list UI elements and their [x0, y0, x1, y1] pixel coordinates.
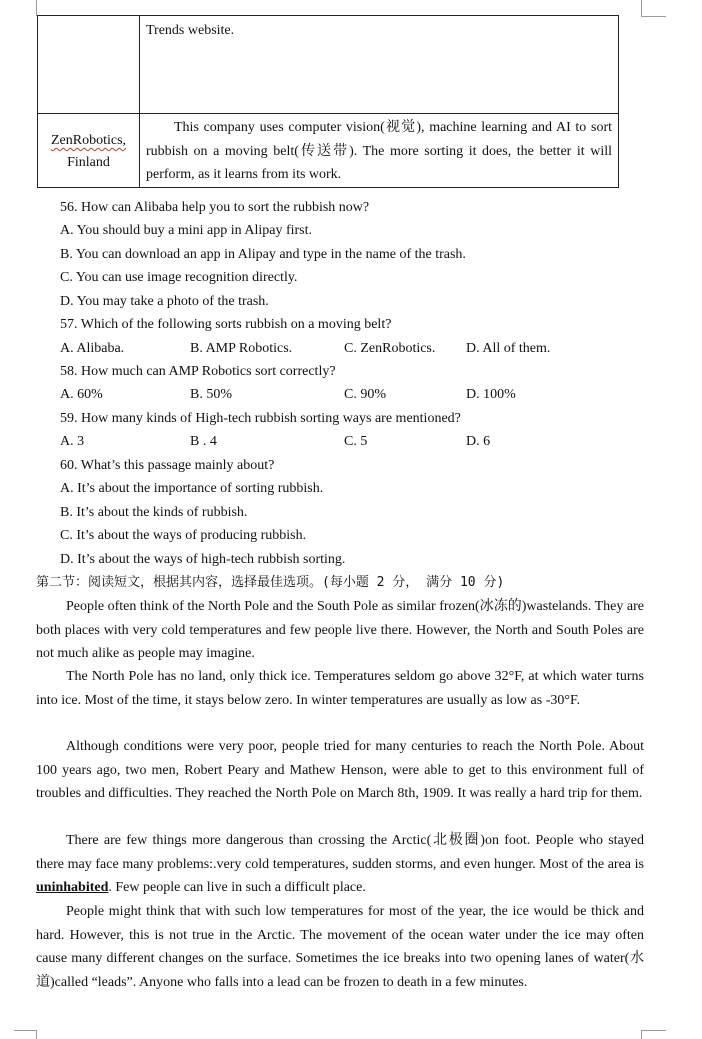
q59-option-c: C. 5	[344, 434, 368, 449]
q56-option-b: B. You can download an app in Alipay and type in the name of the trash.	[60, 247, 466, 262]
q57-option-c: C. ZenRobotics.	[344, 341, 436, 356]
q58-option-a: A. 60%	[60, 387, 103, 402]
question-59: 59. How many kinds of High-tech rubbish sorting ways are mentioned?	[60, 411, 461, 426]
company-name-cell	[38, 114, 140, 188]
q57-option-a: A. Alibaba.	[60, 341, 125, 356]
question-60: 60. What’s this passage mainly about?	[60, 458, 275, 473]
section-heading: 第二节：阅读短文，根据其内容，选择最佳选项。(每小题 2 分， 满分 10 分)	[36, 575, 505, 590]
company-name-line2: Finland	[67, 155, 110, 170]
company-description-cell: Trends website.	[140, 16, 619, 114]
q60-option-b: B. It’s about the kinds of rubbish.	[60, 505, 248, 520]
company-description-cell: This company uses computer vision(视觉), machine learning and AI to sort rubbish on a moving belt(传送带). The more sorting it does, the better it will perform, as it learns from its work.	[140, 114, 619, 188]
passage-paragraph-4: There are few things more dangerous than crossing the Arctic(北极圈)on foot. People who stayed there may face many problems:.very cold temperatures, sudden storms, and even hunger. Most of the area is uninhabited. Few people can live in such a difficult place.	[36, 833, 644, 895]
q59-option-a: A. 3	[60, 434, 85, 449]
q58-option-c: C. 90%	[344, 387, 386, 402]
company-table	[37, 15, 619, 188]
q60-option-c: C. It’s about the ways of producing rubbish.	[60, 528, 307, 543]
company-name-cell	[38, 16, 140, 114]
q56-option-d: D. You may take a photo of the trash.	[60, 294, 269, 309]
passage-paragraph-2: The North Pole has no land, only thick ice. Temperatures seldom go above 32°F, at which water turns into ice. Most of the time, it stays below zero. In winter temperatures are usually as low as -30°F.	[36, 669, 644, 708]
q56-option-a: A. You should buy a mini app in Alipay first.	[60, 223, 313, 238]
q60-option-a: A. It’s about the importance of sorting rubbish.	[60, 481, 324, 496]
q59-option-b: B . 4	[190, 434, 217, 449]
q60-option-d: D. It’s about the ways of high-tech rubbish sorting.	[60, 552, 346, 567]
passage-paragraph-1: People often think of the North Pole and the South Pole as similar frozen(冰冻的)wastelands. They are both places with very cold temperatures and few people live there. However, the North and South Poles are not much alike as people may imagine.	[36, 599, 644, 661]
question-58: 58. How much can AMP Robotics sort correctly?	[60, 364, 336, 379]
underlined-word: uninhabited	[36, 880, 109, 895]
passage-paragraph-3: Although conditions were very poor, people tried for many centuries to reach the North Pole. About 100 years ago, two men, Robert Peary and Mathew Henson, were able to get to this environment full of troubles and difficulties. They reached the North Pole on March 8th, 1909. It was really a hard trip for them.	[36, 739, 644, 801]
q58-option-d: D. 100%	[466, 387, 516, 402]
q59-option-d: D. 6	[466, 434, 491, 449]
crop-mark-top-left	[14, 0, 37, 16]
question-57: 57. Which of the following sorts rubbish on a moving belt?	[60, 317, 392, 332]
passage-paragraph-5: People might think that with such low temperatures for most of the year, the ice would be thick and hard. However, this is not true in the Arctic. The movement of the ocean water under the ice may often cause many different changes on the surface. Sometimes the ice breaks into two opening lanes of water(水道)called “leads”. Anyone who falls into a lead can be frozen to death in a few minutes.	[36, 904, 644, 990]
q57-option-b: B. AMP Robotics.	[190, 341, 293, 356]
question-56: 56. How can Alibaba help you to sort the rubbish now?	[60, 200, 370, 215]
q56-option-c: C. You can use image recognition directly.	[60, 270, 298, 285]
table-row	[38, 16, 619, 114]
crop-mark-top-right	[641, 0, 666, 17]
company-name-line1: ZenRobotics,	[50, 133, 127, 148]
q57-option-d: D. All of them.	[466, 341, 551, 356]
table-row	[38, 114, 619, 188]
q58-option-b: B. 50%	[190, 387, 232, 402]
